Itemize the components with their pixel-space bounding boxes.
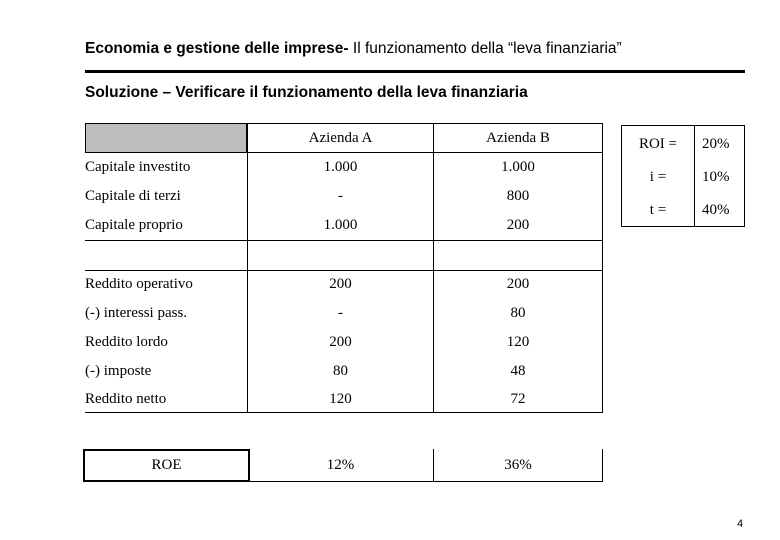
slide-subtitle: Soluzione – Verificare il funzionamento della leva finanziaria (85, 84, 528, 101)
value-azienda-b: 48 (510, 363, 526, 379)
table-line (602, 123, 603, 413)
value-azienda-b: 72 (510, 391, 526, 407)
value-azienda-b: 120 (506, 334, 530, 350)
column-header-azienda-b: Azienda B (486, 129, 550, 146)
value-azienda-b: 200 (506, 217, 530, 233)
table-line (85, 240, 603, 241)
row-label: Reddito lordo (85, 334, 168, 350)
header-divider (85, 70, 745, 73)
row-label: Reddito operativo (85, 276, 193, 292)
row-label: Capitale investito (85, 159, 191, 175)
param-value-t: 40% (702, 201, 730, 218)
param-label-t: t = (649, 201, 667, 218)
table-header-blank-cell (85, 123, 247, 153)
page-number: 4 (737, 518, 744, 530)
value-azienda-b: 200 (506, 276, 530, 292)
value-azienda-b: 800 (506, 188, 530, 204)
param-label-i: i = (649, 168, 667, 185)
row-label: (-) imposte (85, 363, 152, 379)
header-title-bold: Economia e gestione delle imprese- (85, 40, 349, 57)
value-azienda-a: 1.000 (323, 159, 358, 175)
table-line (602, 449, 603, 482)
value-azienda-a: 1.000 (323, 217, 358, 233)
value-azienda-b: 1.000 (501, 159, 535, 175)
roe-azienda-b: 36% (504, 457, 532, 473)
slide-header (85, 40, 622, 58)
row-label: Capitale proprio (85, 217, 183, 233)
parameters-divider (694, 125, 695, 227)
value-azienda-b: 80 (510, 305, 526, 321)
value-azienda-a: 200 (329, 276, 352, 292)
value-azienda-a: - (338, 305, 343, 321)
value-azienda-a: 200 (329, 334, 352, 350)
header-title-rest: Il funzionamento della “leva finanziaria” (348, 40, 622, 57)
roe-label: ROE (83, 449, 250, 482)
roe-azienda-a: 12% (326, 457, 355, 473)
row-label: Reddito netto (85, 391, 167, 407)
param-value-roi: 20% (702, 135, 730, 152)
value-azienda-a: - (338, 188, 343, 204)
row-label: Capitale di terzi (85, 188, 181, 204)
value-azienda-a: 80 (333, 363, 348, 379)
row-label: (-) interessi pass. (85, 305, 188, 321)
param-label-roi: ROI = (638, 135, 678, 152)
param-value-i: 10% (702, 168, 730, 185)
value-azienda-a: 120 (329, 391, 352, 407)
column-header-azienda-a: Azienda A (308, 129, 373, 146)
